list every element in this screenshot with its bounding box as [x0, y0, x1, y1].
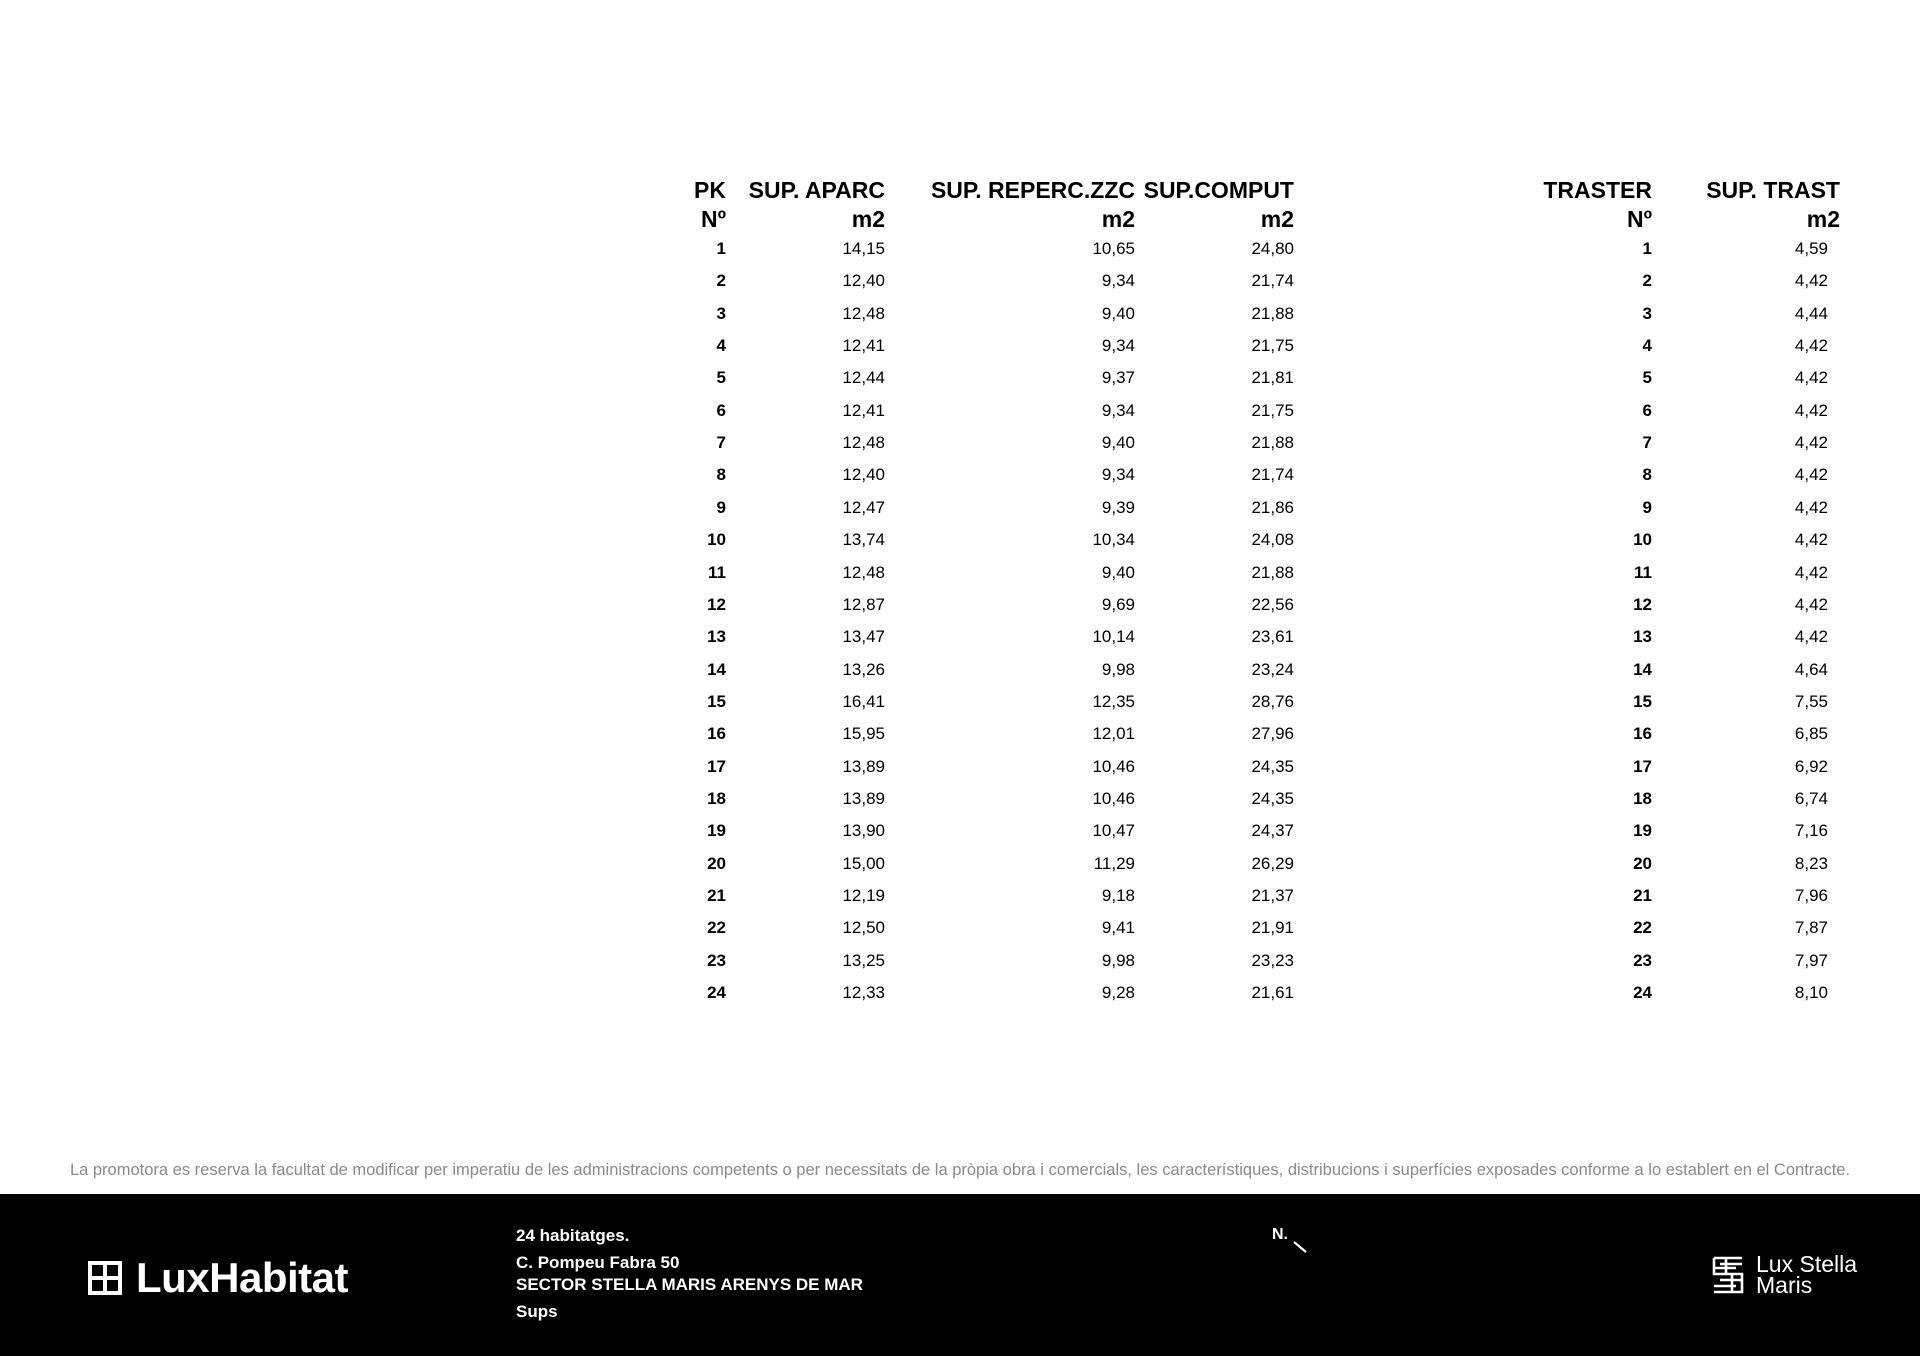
- cell-sup-comput: 21,37: [1251, 886, 1294, 905]
- cell-sup-aparc: 12,33: [842, 983, 885, 1003]
- cell-traster: 16: [1633, 724, 1652, 744]
- cell-pk: 15: [707, 691, 726, 711]
- cell-sup-reperc: 10,14: [1092, 627, 1135, 647]
- header-sup-comput-unit: m2: [1260, 206, 1294, 232]
- cell-pk: 1: [716, 239, 726, 258]
- cell-pk: 6: [716, 400, 726, 420]
- cell-traster: 12: [1633, 594, 1652, 614]
- cell-sup-aparc: 15,00: [842, 853, 885, 873]
- cell-sup-trast: 8,10: [1794, 983, 1828, 1003]
- cell-sup-trast: 7,16: [1794, 821, 1828, 841]
- cell-sup-comput: 21,88: [1251, 562, 1294, 582]
- header-sup-reperc: SUP. REPERC.ZZC: [930, 177, 1135, 203]
- cell-sup-aparc: 16,41: [842, 691, 885, 711]
- cell-sup-comput: 28,76: [1251, 691, 1294, 711]
- cell-sup-reperc: 9,34: [1101, 400, 1135, 420]
- cell-pk: 17: [707, 756, 726, 776]
- cell-traster: 19: [1633, 821, 1652, 841]
- cell-sup-trast: 4,42: [1794, 627, 1828, 647]
- cell-sup-comput: 26,29: [1251, 853, 1294, 873]
- cell-sup-trast: 4,42: [1794, 562, 1828, 582]
- cell-traster: 7: [1642, 433, 1652, 453]
- cell-sup-trast: 7,97: [1794, 950, 1828, 970]
- footer-line-units: 24 habitatges.: [516, 1226, 630, 1245]
- cell-sup-aparc: 12,47: [842, 497, 885, 517]
- cell-sup-aparc: 12,48: [842, 303, 885, 323]
- cell-pk: 7: [716, 433, 726, 453]
- cell-sup-aparc: 12,19: [842, 886, 885, 905]
- cell-sup-aparc: 12,41: [842, 336, 885, 356]
- cell-sup-aparc: 13,26: [842, 659, 885, 679]
- cell-sup-trast: 4,42: [1794, 433, 1828, 453]
- cell-pk: 18: [707, 788, 726, 808]
- cell-sup-reperc: 9,98: [1101, 659, 1135, 679]
- cell-traster: 8: [1642, 465, 1652, 485]
- cell-traster: 3: [1642, 303, 1652, 323]
- cell-traster: 1: [1642, 239, 1652, 258]
- cell-pk: 10: [707, 530, 726, 550]
- header-sup-comput: SUP.COMPUT: [1143, 177, 1294, 203]
- cell-pk: 21: [707, 886, 726, 905]
- cell-sup-comput: 21,88: [1251, 303, 1294, 323]
- cell-sup-comput: 21,81: [1251, 368, 1294, 388]
- cell-sup-reperc: 12,35: [1092, 691, 1135, 711]
- header-traster: TRASTER: [1543, 177, 1652, 203]
- cell-sup-comput: 23,61: [1251, 627, 1294, 647]
- cell-sup-trast: 6,85: [1794, 724, 1828, 744]
- cell-traster: 14: [1633, 659, 1652, 679]
- footer-line-address: C. Pompeu Fabra 50: [516, 1253, 680, 1272]
- cell-pk: 9: [716, 497, 726, 517]
- cell-sup-reperc: 9,39: [1101, 497, 1135, 517]
- cell-sup-aparc: 12,44: [842, 368, 885, 388]
- cell-traster: 21: [1633, 886, 1652, 905]
- header-traster-unit: Nº: [1626, 206, 1652, 232]
- cell-sup-comput: 24,35: [1251, 788, 1294, 808]
- cell-sup-reperc: 9,69: [1101, 594, 1135, 614]
- stella-maris-s-icon: [1710, 1254, 1746, 1296]
- cell-sup-aparc: 13,90: [842, 821, 885, 841]
- cell-sup-aparc: 12,50: [842, 918, 885, 938]
- cell-sup-trast: 4,64: [1794, 659, 1828, 679]
- lux-stella-maris-logo: [1710, 1251, 1858, 1298]
- luxhabitat-logo: [88, 1254, 348, 1302]
- cell-sup-trast: 4,42: [1794, 594, 1828, 614]
- cell-sup-trast: 4,42: [1794, 497, 1828, 517]
- cell-sup-comput: 23,23: [1251, 950, 1294, 970]
- cell-traster: 4: [1642, 336, 1652, 356]
- cell-sup-trast: 7,96: [1794, 886, 1828, 905]
- cell-sup-aparc: 12,40: [842, 271, 885, 291]
- cell-sup-reperc: 9,28: [1101, 983, 1135, 1003]
- cell-sup-reperc: 10,46: [1092, 756, 1135, 776]
- header-sup-trast: SUP. TRAST: [1706, 177, 1840, 203]
- cell-sup-comput: 24,80: [1251, 239, 1294, 258]
- luxhabitat-brand: LuxHabitat: [136, 1254, 349, 1301]
- cell-pk: 11: [708, 562, 726, 582]
- cell-sup-reperc: 10,46: [1092, 788, 1135, 808]
- cell-traster: 11: [1634, 562, 1652, 582]
- cell-pk: 24: [707, 983, 726, 1003]
- cell-sup-comput: 24,35: [1251, 756, 1294, 776]
- cell-sup-comput: 21,88: [1251, 433, 1294, 453]
- cell-sup-comput: 21,91: [1251, 918, 1294, 938]
- cell-sup-trast: 4,42: [1794, 400, 1828, 420]
- cell-sup-trast: 4,59: [1794, 239, 1828, 258]
- cell-traster: 24: [1633, 983, 1652, 1003]
- cell-sup-trast: 6,92: [1794, 756, 1828, 776]
- cell-pk: 16: [707, 724, 726, 744]
- footer-line-sector: SECTOR STELLA MARIS ARENYS DE MAR: [516, 1275, 863, 1294]
- cell-sup-reperc: 9,37: [1101, 368, 1135, 388]
- cell-pk: 20: [707, 853, 726, 873]
- cell-sup-reperc: 12,01: [1092, 724, 1135, 744]
- cell-sup-reperc: 9,40: [1101, 303, 1135, 323]
- cell-sup-comput: 24,37: [1251, 821, 1294, 841]
- header-sup-reperc-unit: m2: [1101, 206, 1135, 232]
- header-pk: PK: [694, 177, 726, 203]
- cell-sup-reperc: 10,47: [1092, 821, 1135, 841]
- cell-sup-reperc: 9,40: [1101, 562, 1135, 582]
- cell-sup-aparc: 14,15: [842, 239, 885, 258]
- header-sup-aparc-unit: m2: [851, 206, 885, 232]
- stella-name-line2: Maris: [1756, 1272, 1813, 1298]
- cell-traster: 10: [1633, 530, 1652, 550]
- cell-sup-trast: 4,42: [1794, 465, 1828, 485]
- cell-traster: 17: [1633, 756, 1652, 776]
- cell-sup-comput: 22,56: [1251, 594, 1294, 614]
- cell-sup-comput: 27,96: [1251, 724, 1294, 744]
- cell-sup-aparc: 12,87: [842, 594, 885, 614]
- luxhabitat-grid-icon: [88, 1261, 122, 1295]
- cell-pk: 12: [707, 594, 726, 614]
- cell-traster: 15: [1633, 691, 1652, 711]
- cell-traster: 13: [1633, 627, 1652, 647]
- header-sup-aparc: SUP. APARC: [748, 177, 885, 203]
- cell-sup-trast: 8,23: [1794, 853, 1828, 873]
- cell-sup-reperc: 10,65: [1092, 239, 1135, 258]
- cell-pk: 14: [707, 659, 726, 679]
- cell-sup-comput: 21,86: [1251, 497, 1294, 517]
- cell-sup-reperc: 9,34: [1101, 336, 1135, 356]
- cell-sup-reperc: 9,41: [1101, 918, 1135, 938]
- cell-traster: 23: [1633, 950, 1652, 970]
- cell-pk: 3: [716, 303, 726, 323]
- cell-sup-reperc: 10,34: [1092, 530, 1135, 550]
- cell-sup-trast: 4,42: [1794, 368, 1828, 388]
- cell-sup-comput: 21,74: [1251, 465, 1294, 485]
- cell-sup-trast: 4,42: [1794, 336, 1828, 356]
- header-sup-trast-unit: m2: [1806, 206, 1840, 232]
- cell-sup-comput: 21,61: [1251, 983, 1294, 1003]
- cell-pk: 22: [707, 918, 726, 938]
- cell-sup-comput: 23,24: [1251, 659, 1294, 679]
- cell-sup-reperc: 9,34: [1101, 271, 1135, 291]
- cell-sup-comput: 21,75: [1251, 336, 1294, 356]
- cell-sup-aparc: 12,40: [842, 465, 885, 485]
- cell-sup-aparc: 15,95: [842, 724, 885, 744]
- cell-sup-reperc: 9,18: [1101, 886, 1135, 905]
- cell-pk: 2: [716, 271, 726, 291]
- north-label: N.: [1272, 1226, 1288, 1243]
- cell-traster: 5: [1642, 368, 1652, 388]
- cell-sup-aparc: 13,74: [842, 530, 885, 550]
- cell-sup-aparc: 13,89: [842, 788, 885, 808]
- cell-sup-comput: 21,74: [1251, 271, 1294, 291]
- cell-traster: 20: [1633, 853, 1652, 873]
- footer: [0, 1194, 1920, 1356]
- cell-traster: 22: [1633, 918, 1652, 938]
- cell-pk: 19: [707, 821, 726, 841]
- header-pk-unit: Nº: [700, 206, 726, 232]
- north-arrow-icon: [1292, 1240, 1310, 1254]
- cell-pk: 13: [707, 627, 726, 647]
- cell-sup-aparc: 13,25: [842, 950, 885, 970]
- cell-sup-reperc: 11,29: [1093, 853, 1135, 873]
- cell-sup-aparc: 12,48: [842, 562, 885, 582]
- stella-name-line1: Lux Stella: [1756, 1251, 1858, 1277]
- cell-sup-trast: 4,42: [1794, 530, 1828, 550]
- cell-sup-aparc: 13,47: [842, 627, 885, 647]
- cell-sup-trast: 6,74: [1794, 788, 1828, 808]
- cell-pk: 5: [716, 368, 726, 388]
- cell-sup-aparc: 13,89: [842, 756, 885, 776]
- cell-sup-trast: 4,42: [1794, 271, 1828, 291]
- cell-sup-reperc: 9,34: [1101, 465, 1135, 485]
- cell-sup-reperc: 9,40: [1101, 433, 1135, 453]
- cell-pk: 4: [716, 336, 726, 356]
- cell-sup-comput: 21,75: [1251, 400, 1294, 420]
- disclaimer-text: La promotora es reserva la facultat de modificar per imperatiu de les administracions competents o per necessitats de la pròpia obra i comercials, les característiques, distribucions i superfícies exposades conforme a lo establert en el Contracte.: [69, 1161, 1851, 1179]
- cell-sup-trast: 4,44: [1794, 303, 1828, 323]
- cell-traster: 6: [1642, 400, 1652, 420]
- cell-traster: 2: [1642, 271, 1652, 291]
- cell-sup-aparc: 12,48: [842, 433, 885, 453]
- cell-traster: 9: [1642, 497, 1652, 517]
- footer-line-sheet: Sups: [516, 1302, 558, 1321]
- cell-sup-reperc: 9,98: [1101, 950, 1135, 970]
- cell-sup-trast: 7,55: [1794, 691, 1828, 711]
- cell-sup-comput: 24,08: [1251, 530, 1294, 550]
- cell-pk: 8: [716, 465, 726, 485]
- cell-sup-aparc: 12,41: [842, 400, 885, 420]
- cell-traster: 18: [1633, 788, 1652, 808]
- cell-pk: 23: [707, 950, 726, 970]
- cell-sup-trast: 7,87: [1794, 918, 1828, 938]
